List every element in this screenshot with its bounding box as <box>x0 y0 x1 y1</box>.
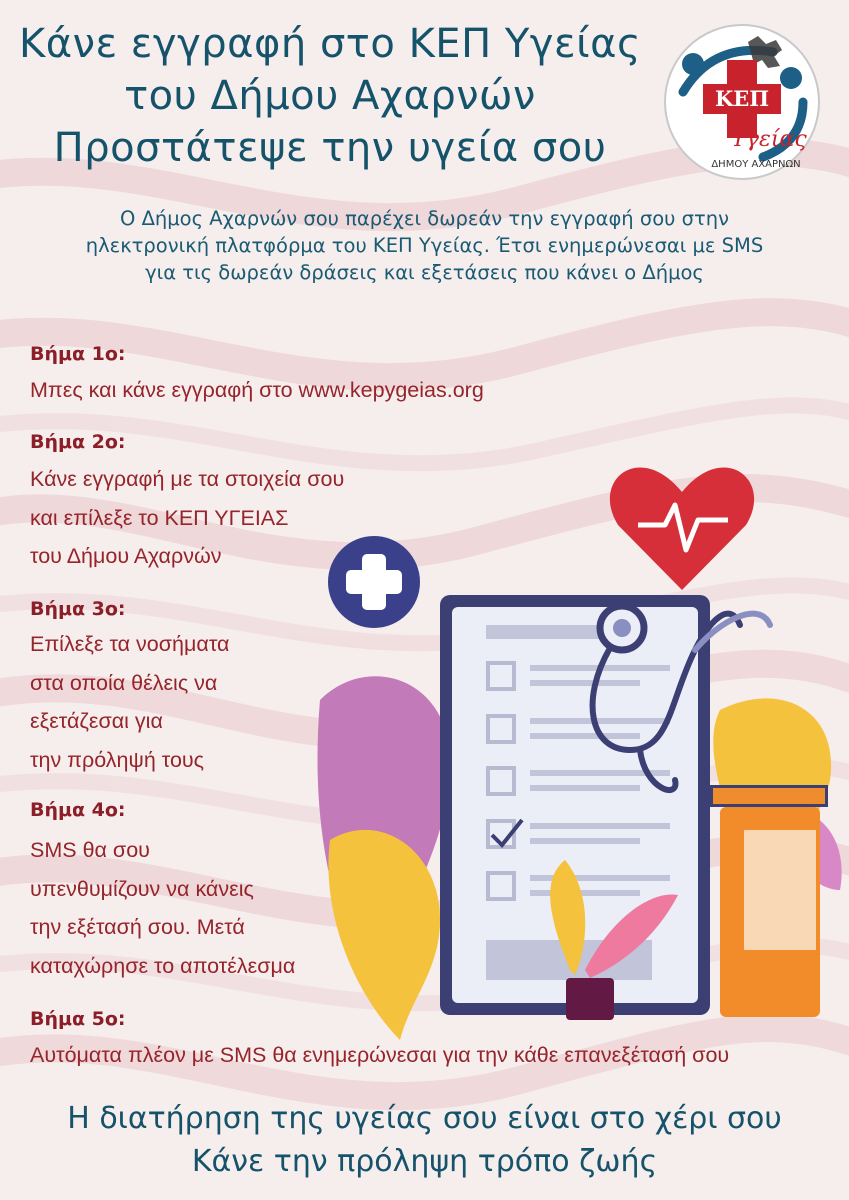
step-line: του Δήμου Αχαρνών <box>30 544 222 568</box>
title-line: Κάνε εγγραφή στο ΚΕΠ Υγείας <box>19 21 641 67</box>
kep-ygeias-logo <box>653 22 831 182</box>
step-1-title: Βήμα 1ο: <box>30 343 126 365</box>
step-line: SMS θα σου <box>30 838 150 862</box>
step-5-title: Βήμα 5ο: <box>30 1008 126 1030</box>
step-3-text <box>30 625 229 779</box>
intro-line: Ο Δήμος Αχαρνών σου παρέχει δωρεάν την εγγραφή σου στην <box>120 207 729 230</box>
title-line: Προστάτεψε την υγεία σου <box>53 125 607 171</box>
step-line: στα οποία θέλεις να <box>30 670 218 695</box>
step-line: την εξέτασή σου. Μετά <box>30 915 245 939</box>
page-title <box>0 18 660 174</box>
logo-script-text: Υγείας <box>731 127 807 152</box>
footer-line: Η διατήρηση της υγείας σου είναι στο χέρι σου <box>67 1101 782 1136</box>
heart-rate-icon <box>610 467 754 590</box>
intro-line: ηλεκτρονική πλατφόρμα του ΚΕΠ Υγείας. Έτσι ενημερώνεσαι με SMS <box>85 234 764 257</box>
step-line: και επίλεξε το ΚΕΠ ΥΓΕΙΑΣ <box>30 505 289 530</box>
step-line: Επίλεξε τα νοσήματα <box>30 632 230 656</box>
logo-center-text: ΚΕΠ <box>714 86 770 111</box>
step-line: καταχώρησε το αποτέλεσμα <box>30 953 296 978</box>
step-5-text <box>30 1036 729 1075</box>
step-line: Αυτόματα πλέον με SMS θα ενημερώνεσαι για την κάθε επανεξέτασή σου <box>30 1043 730 1067</box>
footer-line: Κάνε την πρόληψη τρόπο ζωής <box>191 1144 658 1179</box>
step-4-text <box>30 831 295 985</box>
step-2-title: Βήμα 2ο: <box>30 431 126 453</box>
medical-illustration <box>300 450 849 1050</box>
step-line: εξετάζεσαι για <box>30 709 163 733</box>
step-line: Κάνε εγγραφή με τα στοιχεία σου <box>30 467 345 491</box>
logo-arc-text: ΔΗΜΟΥ ΑΧΑΡΝΩΝ <box>711 159 801 170</box>
intro-text <box>0 205 849 286</box>
step-2-text <box>30 460 344 576</box>
step-line: υπενθυμίζουν να κάνεις <box>30 876 254 901</box>
step-line: την πρόληψή τους <box>30 747 205 772</box>
step-3-title: Βήμα 3ο: <box>30 598 126 620</box>
intro-line: για τις δωρεάν δράσεις και εξετάσεις που κάνει ο Δήμος <box>145 261 704 284</box>
step-4-title: Βήμα 4ο: <box>30 799 126 821</box>
title-line: του Δήμου Αχαρνών <box>124 73 536 119</box>
step-line: Μπες και κάνε εγγραφή στο www.kepygeias.org <box>30 378 484 402</box>
step-1-text <box>30 371 484 410</box>
pill-bottle-icon <box>710 785 828 1017</box>
footer-slogan <box>0 1097 849 1183</box>
